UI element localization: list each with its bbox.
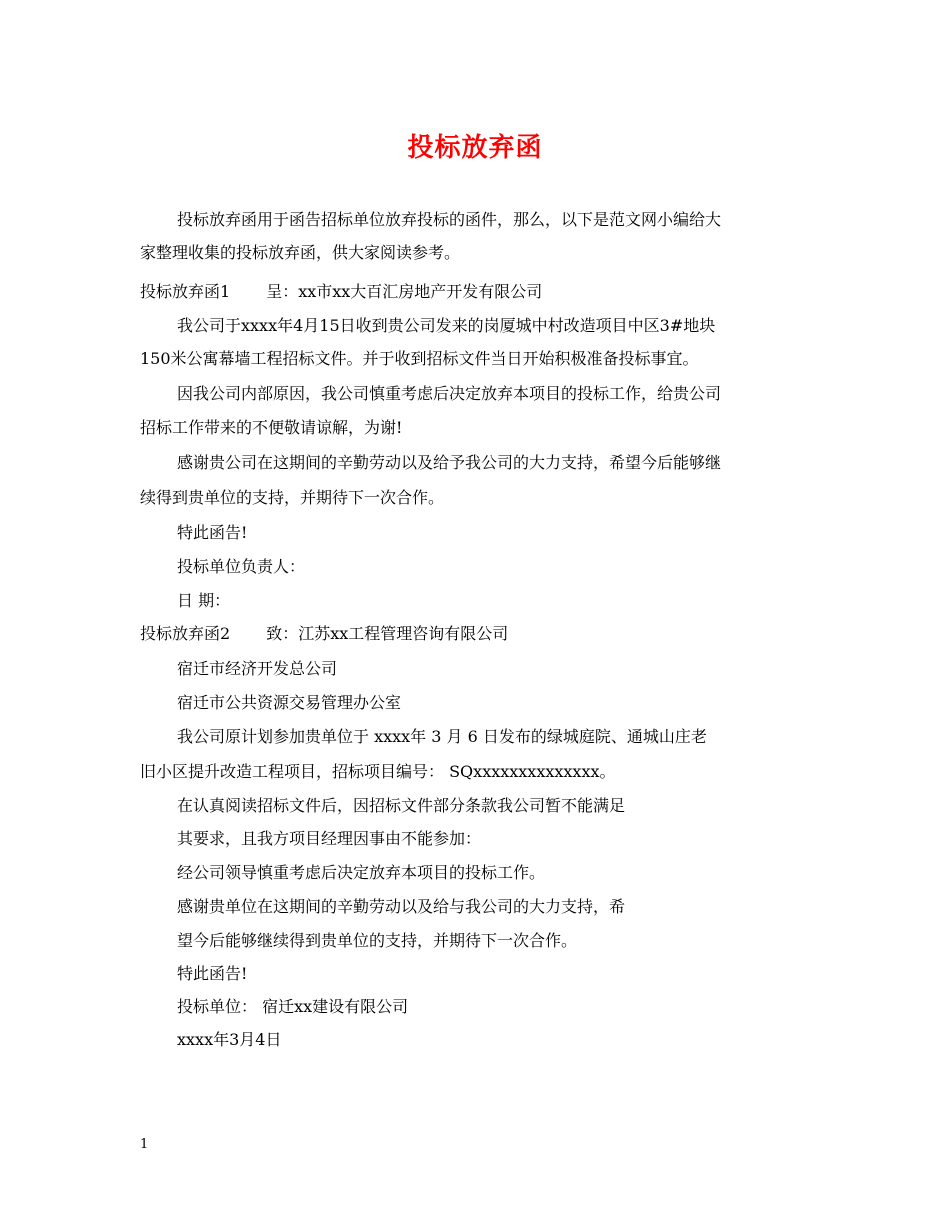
- letter2-p1-line-1: 我公司原计划参加贵单位于 xxxx年 3 月 6 日发布的绿城庭院、通城山庄老: [177, 727, 707, 746]
- letter1-heading-line: [140, 280, 542, 304]
- letter2-p2-line-2: 其要求，且我方项目经理因事由不能参加：: [177, 829, 482, 848]
- letter2-heading: 投标放弃函2: [140, 624, 231, 643]
- letter2-p1-line-2: 旧小区提升改造工程项目，招标项目编号： SQxxxxxxxxxxxxxx。: [140, 762, 616, 781]
- letter2-p3: 经公司领导慎重考虑后决定放弃本项目的投标工作。: [177, 863, 546, 882]
- letter1-p3-line-2: 续得到贵单位的支持，并期待下一次合作。: [140, 488, 445, 507]
- letter1-heading: 投标放弃函1: [140, 282, 231, 301]
- intro-line-2: 家整理收集的投标放弃函，供大家阅读参考。: [140, 243, 461, 262]
- letter1-date: 日 期：: [177, 591, 231, 610]
- letter2-p4-line-2: 望今后能够继续得到贵单位的支持，并期待下一次合作。: [177, 931, 578, 950]
- letter1-addressee: 呈：xx市xx大百汇房地产开发有限公司: [266, 282, 543, 301]
- letter2-p2-line-1: 在认真阅读招标文件后，因招标文件部分条款我公司暂不能满足: [177, 796, 626, 815]
- letter1-p2-line-2: 招标工作带来的不便敬请谅解，为谢!: [140, 418, 403, 437]
- letter1-p1-line-1: 我公司于xxxx年4月15日收到贵公司发来的岗厦城中村改造项目中区3#地块: [177, 316, 716, 335]
- letter2-heading-line: [140, 622, 508, 646]
- page-number: 1: [140, 1137, 149, 1152]
- letter1-p2-line-1: 因我公司内部原因，我公司慎重考虑后决定放弃本项目的投标工作，给贵公司: [177, 384, 722, 403]
- letter1-closing: 特此函告!: [177, 523, 248, 542]
- letter2-addressee-2: 宿迁市经济开发总公司: [177, 659, 338, 678]
- letter2-date: xxxx年3月4日: [177, 1030, 282, 1049]
- letter1-signatory: 投标单位负责人：: [177, 557, 306, 576]
- letter1-p1-line-2: 150米公寓幕墙工程招标文件。并于收到招标文件当日开始积极准备投标事宜。: [140, 349, 699, 368]
- letter1-p3-line-1: 感谢贵公司在这期间的辛勤劳动以及给予我公司的大力支持，希望今后能够继: [177, 453, 722, 472]
- letter2-addressee-3: 宿迁市公共资源交易管理办公室: [177, 693, 402, 712]
- document-title: 投标放弃函: [407, 133, 543, 163]
- letter2-p4-line-1: 感谢贵单位在这期间的辛勤劳动以及给与我公司的大力支持，希: [177, 897, 626, 916]
- intro-line-1: 投标放弃函用于函告招标单位放弃投标的函件，那么，以下是范文网小编给大: [177, 210, 722, 229]
- letter2-bidder: 投标单位： 宿迁xx建设有限公司: [177, 997, 409, 1016]
- letter2-closing: 特此函告!: [177, 964, 248, 983]
- letter2-addressee: 致：江苏xx工程管理咨询有限公司: [266, 624, 509, 643]
